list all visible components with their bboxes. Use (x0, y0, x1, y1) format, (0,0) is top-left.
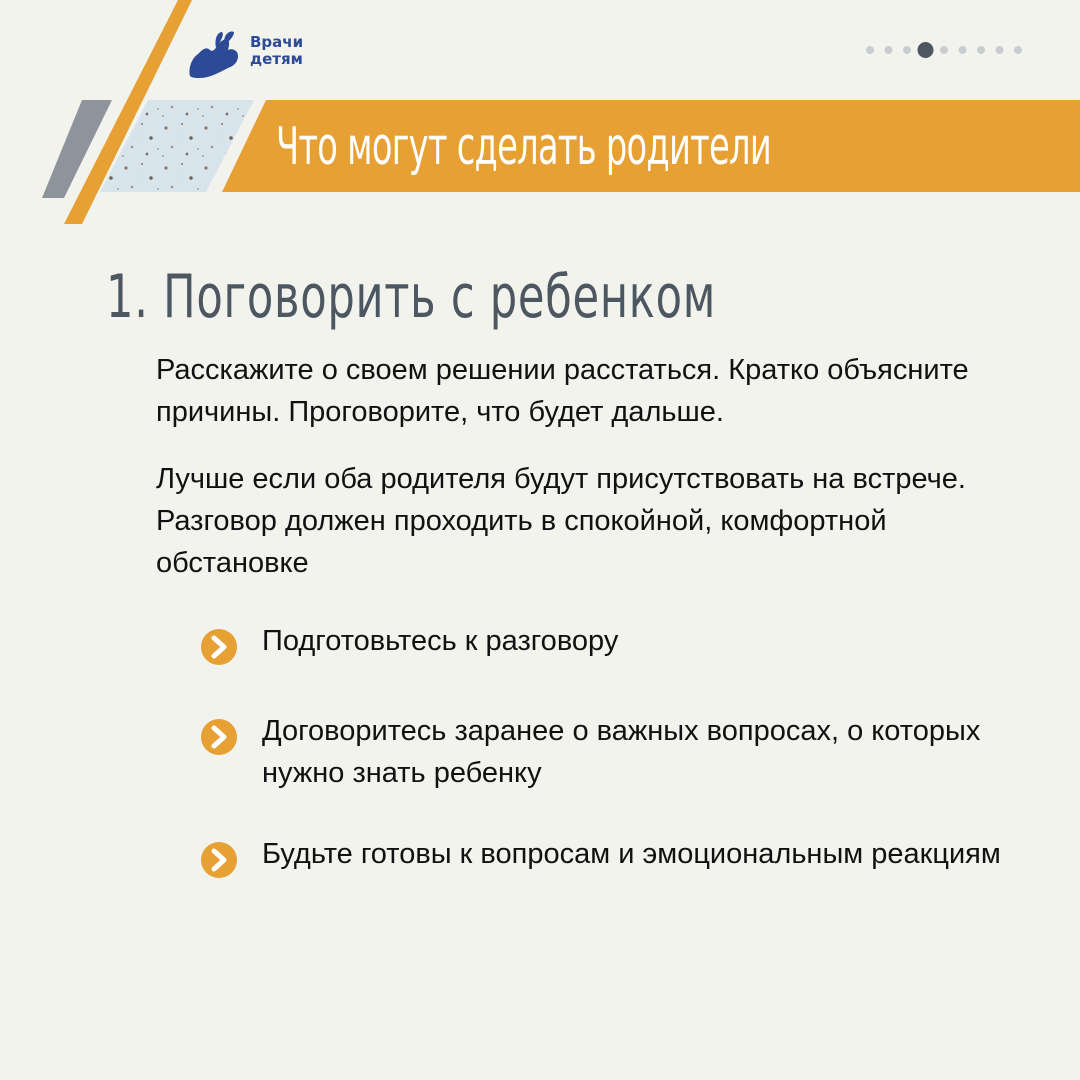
pager-dot[interactable] (996, 46, 1004, 54)
pager-dot[interactable] (1014, 46, 1022, 54)
list-item (200, 833, 1022, 875)
bullet-text: Будьте готовы к вопросам и эмоциональным реакциям (262, 838, 1001, 870)
chevron-right-icon (200, 628, 238, 666)
chevron-right-icon (200, 841, 238, 879)
pager-dot[interactable] (959, 46, 967, 54)
banner-title: Что могут сделать родители (276, 117, 772, 177)
list-item (200, 710, 1022, 794)
chevron-right-icon (200, 718, 238, 756)
pager-dot[interactable] (866, 46, 874, 54)
pager-dot[interactable] (885, 46, 893, 54)
pager-dot[interactable] (940, 46, 948, 54)
bullet-text: Договоритесь заранее о важных вопросах, о которых нужно знать ребенку (262, 715, 981, 789)
logo-line-2: детям (250, 50, 303, 68)
pager-dot[interactable] (977, 46, 985, 54)
logo-text (250, 34, 303, 68)
list-item (200, 620, 1022, 662)
logo-line-1: Врачи (250, 33, 304, 51)
bullet-text: Подготовьтесь к разговору (262, 625, 619, 657)
paragraph-2: Лучше если оба родителя будут присутствовать на встрече. Разговор должен проходить в спокойной, комфортной обстановке (156, 463, 966, 579)
pager-dot-active[interactable] (918, 42, 934, 58)
slide-pager[interactable] (862, 38, 1032, 62)
paragraph-1: Расскажите о своем решении расстаться. Кратко объясните причины. Проговорите, что будет дальше. (156, 354, 969, 428)
pager-dot[interactable] (903, 46, 911, 54)
section-title: 1. Поговорить с ребенком (106, 262, 717, 332)
